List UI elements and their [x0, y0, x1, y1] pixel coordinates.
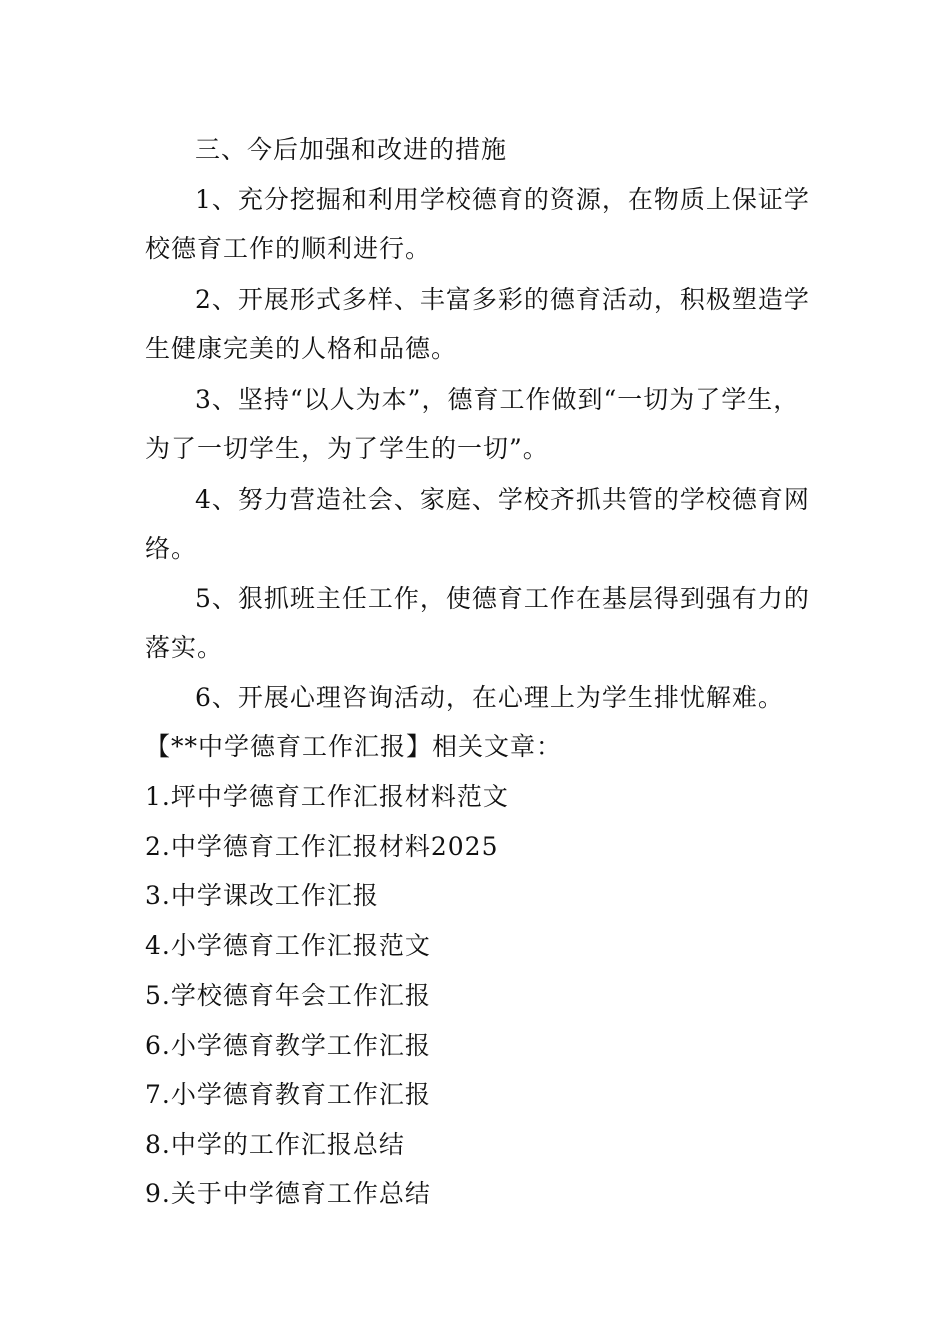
measure-4-line-1: 4、努力营造社会、家庭、学校齐抓共管的学校德育网 [195, 485, 810, 514]
measure-2-line-1: 2、开展形式多样、丰富多彩的德育活动，积极塑造学 [195, 285, 810, 314]
measure-5-line-1: 5、狠抓班主任工作，使德育工作在基层得到强有力的 [195, 584, 810, 613]
measure-3-line-2: 为了一切学生，为了学生的一切”。 [145, 434, 549, 463]
measure-1-line-2: 校德育工作的顺利进行。 [145, 234, 432, 263]
measure-5-line-2: 落实。 [145, 633, 224, 662]
related-article-link[interactable]: 8.中学的工作汇报总结 [145, 1130, 405, 1159]
related-article-link[interactable]: 3.中学课改工作汇报 [145, 881, 379, 910]
measure-3-line-1: 3、坚持“以人为本”，德育工作做到“一切为了学生， [195, 385, 800, 414]
measure-4-line-2: 络。 [145, 534, 198, 563]
related-articles-heading: 【**中学德育工作汇报】相关文章： [145, 732, 563, 761]
related-article-link[interactable]: 6.小学德育教学工作汇报 [145, 1031, 431, 1060]
related-article-link[interactable]: 9.关于中学德育工作总结 [145, 1179, 431, 1208]
section-heading: 三、今后加强和改进的措施 [195, 135, 508, 164]
related-article-link[interactable]: 1.坪中学德育工作汇报材料范文 [145, 782, 509, 811]
measure-1-line-1: 1、充分挖掘和利用学校德育的资源，在物质上保证学 [195, 185, 810, 214]
related-article-link[interactable]: 2.中学德育工作汇报材料2025 [145, 832, 499, 861]
related-article-link[interactable]: 5.学校德育年会工作汇报 [145, 981, 431, 1010]
measure-6-line-1: 6、开展心理咨询活动，在心理上为学生排忧解难。 [195, 683, 784, 712]
related-article-link[interactable]: 7.小学德育教育工作汇报 [145, 1080, 431, 1109]
measure-2-line-2: 生健康完美的人格和品德。 [145, 334, 458, 363]
related-article-link[interactable]: 4.小学德育工作汇报范文 [145, 931, 431, 960]
